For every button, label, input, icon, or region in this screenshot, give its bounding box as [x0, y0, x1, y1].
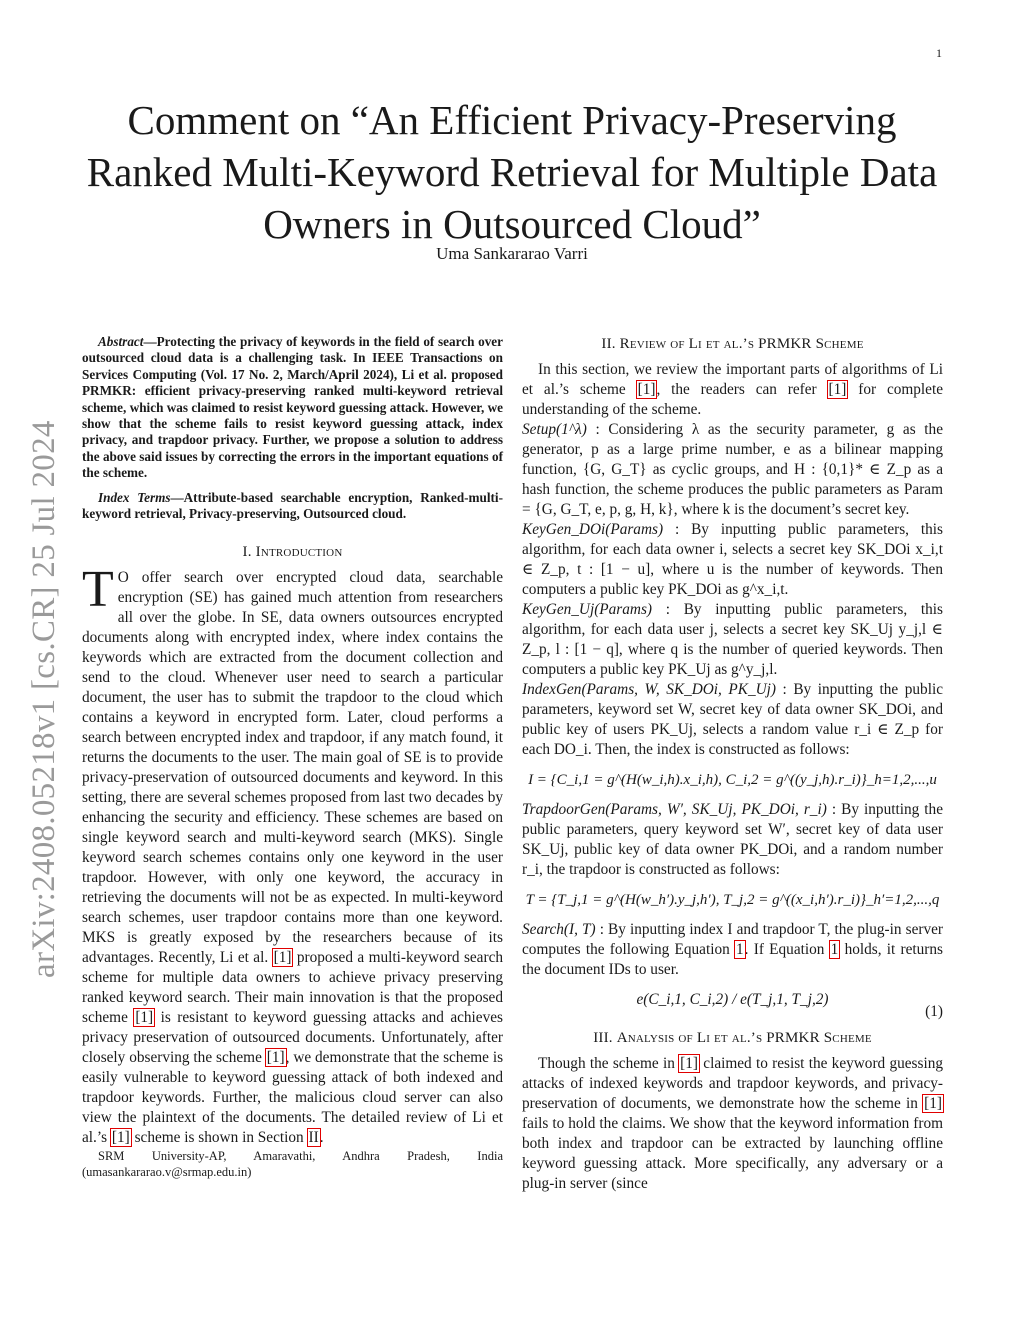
intro-text-4: , we demonstrate that the scheme is easily vulnerable to keyword guessing attack of both indexed and trapdoor keywords. Further, the malicious cloud server can also view the plaintext of the documents. The detailed review of Li et al.’s — [82, 1049, 504, 1147]
analysis-text-c: fails to hold the claims. We show that the keyword information from both index and trapdoor can be extracted by launching offline keyword guessing attack. More specifically, any adversary or a plug-in server (since — [522, 1115, 943, 1192]
analysis-paragraph — [522, 1054, 943, 1194]
abstract — [82, 334, 503, 482]
analysis-text-a: Though the scheme in — [538, 1055, 675, 1072]
section-number: I. — [242, 544, 252, 561]
page-number: 1 — [936, 46, 942, 60]
intro-paragraph — [82, 561, 504, 1148]
trapdoorgen-name: TrapdoorGen(Params, W′, SK_Uj, PK_DOi, r_i) — [522, 801, 827, 818]
intro-text-6: . — [319, 1129, 324, 1147]
review-intro — [522, 360, 943, 420]
citation-link[interactable]: [1] — [273, 949, 292, 967]
index-terms-text: —Attribute-based searchable encryption, Ranked-multi-keyword retrieval, Privacy-preserving, Outsourced cloud. — [82, 489, 503, 522]
left-column — [82, 334, 503, 1180]
section-title: Introduction — [255, 544, 343, 561]
index-equation: I = {C_i,1 = g^(H(w_i,h).x_i,h), C_i,2 = g^((y_j,h).r_i)}_h=1,2,...,u — [528, 772, 937, 788]
review-intro-c: for complete understanding of the scheme. — [522, 381, 944, 418]
keygen-owner-text: : By inputting public parameters, this algorithm, for each data owner i, selects a secret key SK_DOi x_i,t ∈ Z_p, t : [1 − u], where u is the number of keywords. Then computers a public key PK_DOi as g^x_i,t. — [522, 521, 943, 598]
citation-link[interactable]: [1] — [111, 1129, 130, 1147]
setup-name: Setup(1^λ) — [522, 421, 587, 438]
indexgen-algorithm — [522, 680, 943, 760]
analysis-text-b: claimed to resist the keyword guessing attacks of indexed keywords and trapdoor keywords, and privacy-preservation of documents, we demonstrate how the scheme in — [522, 1055, 944, 1112]
search-text-a: : By inputting index I and trapdoor T, the plug-in server computes the following Equation — [522, 921, 943, 958]
indexgen-text: : By inputting the public parameters, keyword set W, secret key of data owner SK_DOi, and public key of users PK_Uj, selects a random value r_i ∈ Z_p for each DO_i. Then, the index is constructed as follows: — [522, 681, 943, 758]
section-heading-review — [522, 334, 943, 354]
citation-link[interactable]: [1] — [637, 381, 656, 398]
section-ref-link[interactable]: II — [308, 1129, 319, 1147]
intro-text-2: proposed a multi-keyword search scheme for multiple data owners to achieve privacy preserving ranked keyword search. Their main innovation is that the proposed scheme — [82, 949, 504, 1027]
index-terms-label: Index Terms — [98, 489, 171, 505]
section-heading-introduction — [82, 542, 503, 562]
paper-title: Comment on “An Efficient Privacy-Preserving Ranked Multi-Keyword Retrieval for Multiple Data Owners in Outsourced Cloud” — [86, 97, 938, 247]
keygen-user-algorithm — [522, 600, 943, 680]
setup-text: : Considering λ as the security parameter, g as the generator, p as a large prime number, e as a bilinear mapping function, {G, G_T} as cyclic groups, and H : {0,1}* ∈ Z_p as a hash function, the scheme produces the public parameters as Param = {G, G_T, e, p, g, H, k}, where k is the document’s secret key. — [522, 421, 943, 518]
intro-text-5: scheme is shown in Section — [134, 1129, 304, 1147]
keygen-owner-name: KeyGen_DOi(Params) — [522, 521, 664, 538]
abstract-label: Abstract — [98, 334, 144, 349]
intro-text-3: is resistant to keyword guessing attacks and achieves privacy preservation of outsourced documents. Unfortunately, after closely observing the scheme — [82, 1009, 503, 1067]
author-name: Uma Sankararao Varri — [436, 244, 588, 263]
section-heading-analysis — [522, 1028, 943, 1048]
keygen-owner-algorithm — [522, 520, 943, 600]
indexgen-name: IndexGen(Params, W, SK_DOi, PK_Uj) — [522, 681, 777, 698]
setup-algorithm — [522, 420, 943, 520]
keygen-user-text: : By inputting public parameters, this algorithm, for each data user j, selects a secret key SK_Uj y_j,l ∈ Z_p, l : [1 − q], where q is the number of queried keywords. Then computers a public key PK_Uj as g^y_j,l. — [522, 601, 943, 678]
equation-1 — [522, 990, 943, 1020]
section-title: Review of Li et al.’s PRMKR Scheme — [619, 336, 864, 352]
review-intro-a: In this section, we review the important parts of algorithms of Li et al.’s scheme — [522, 361, 943, 398]
search-text-c: holds, it returns the document IDs to user. — [522, 941, 944, 978]
equation-1-body: e(C_i,1, C_i,2) / e(T_j,1, T_j,2) — [636, 991, 829, 1008]
right-column — [522, 334, 943, 1194]
trapdoorgen-algorithm — [522, 800, 943, 880]
citation-link[interactable]: [1] — [266, 1049, 285, 1067]
search-text-b: . If Equation — [744, 941, 825, 958]
section-number: II. — [601, 336, 616, 352]
intro-text-1: O offer search over encrypted cloud data, searchable encryption (SE) has gained much attention from researchers all over the globe. In SE, data owners outsources encrypted documents along with encrypted index, where index contains the keywords which are extracted from the document collection and send to the cloud. Whenever user need to search a particular document, the user has to submit the trapdoor to the cloud which contains a keyword in encrypted form. Later, cloud performs a search between encrypted index and trapdoor, if any match found, it returns the documents to the user. The main goal of SE is to provide privacy-preservation of outsourced documents and keyword. In this setting, there are several schemes proposed from last two decades by enhancing the security and efficiency. These schemes are based on single keyword search and multi-keyword search (MKS). Single keyword search schemes contains only one keyword in the user trapdoor. However, with only one keyword, the accuracy in retrieving the documents will not be as expected. In multi-keyword search schemes, user trapdoor contains more than one keyword. MKS is greatly exposed by the researchers because of its advantages. Recently, Li et al. — [82, 569, 503, 967]
citation-link[interactable]: [1] — [828, 381, 847, 398]
review-intro-b: , the readers can refer — [656, 381, 817, 398]
search-algorithm — [522, 920, 943, 980]
index-terms — [82, 490, 503, 523]
keygen-user-name: KeyGen_Uj(Params) — [522, 601, 652, 618]
section-number: III. — [593, 1030, 613, 1046]
equation-ref-link[interactable]: 1 — [830, 941, 839, 958]
section-title: Analysis of Li et al.’s PRMKR Scheme — [616, 1030, 872, 1046]
equation-ref-link[interactable]: 1 — [736, 941, 744, 958]
citation-link[interactable]: [1] — [924, 1095, 942, 1112]
citation-link[interactable]: [1] — [680, 1055, 698, 1072]
equation-number: (1) — [925, 1003, 943, 1020]
arxiv-identifier[interactable]: arXiv:2408.05218v1 [cs.CR] 25 Jul 2024 — [26, 420, 62, 978]
affiliation-footnote: SRM University-AP, Amaravathi, Andhra Pradesh, India (umasankararao.v@srmap.edu.in) — [82, 1149, 503, 1180]
trapdoorgen-text: : By inputting the public parameters, query keyword set W′, secret key of data user SK_Uj, public key of data owner PK_DOi, and a random number r_i, the trapdoor is constructed as follows: — [522, 801, 943, 878]
citation-link[interactable]: [1] — [135, 1009, 154, 1027]
trapdoor-equation: T = {T_j,1 = g^(H(w_h′).y_j,h′), T_j,2 = g^((x_i,h′).r_i)}_h′=1,2,...,q — [525, 892, 940, 908]
search-name: Search(I, T) — [522, 921, 596, 938]
drop-cap: T — [82, 561, 114, 619]
abstract-text: —Protecting the privacy of keywords in the field of search over outsourced cloud data is a challenging task. In IEEE Transactions on Services Computing (Vol. 17 No. 2, March/April 2024), Li et al. proposed PRMKR: efficient privacy-preserving ranked multi-keyword retrieval scheme, which was claimed to resist keyword guessing attack. However, we show that the scheme fails to resist keyword guessing attack, index privacy, and trapdoor privacy. Further, we propose a solution to address the above said issues by correcting the errors in the important equations of the scheme. — [82, 334, 503, 481]
